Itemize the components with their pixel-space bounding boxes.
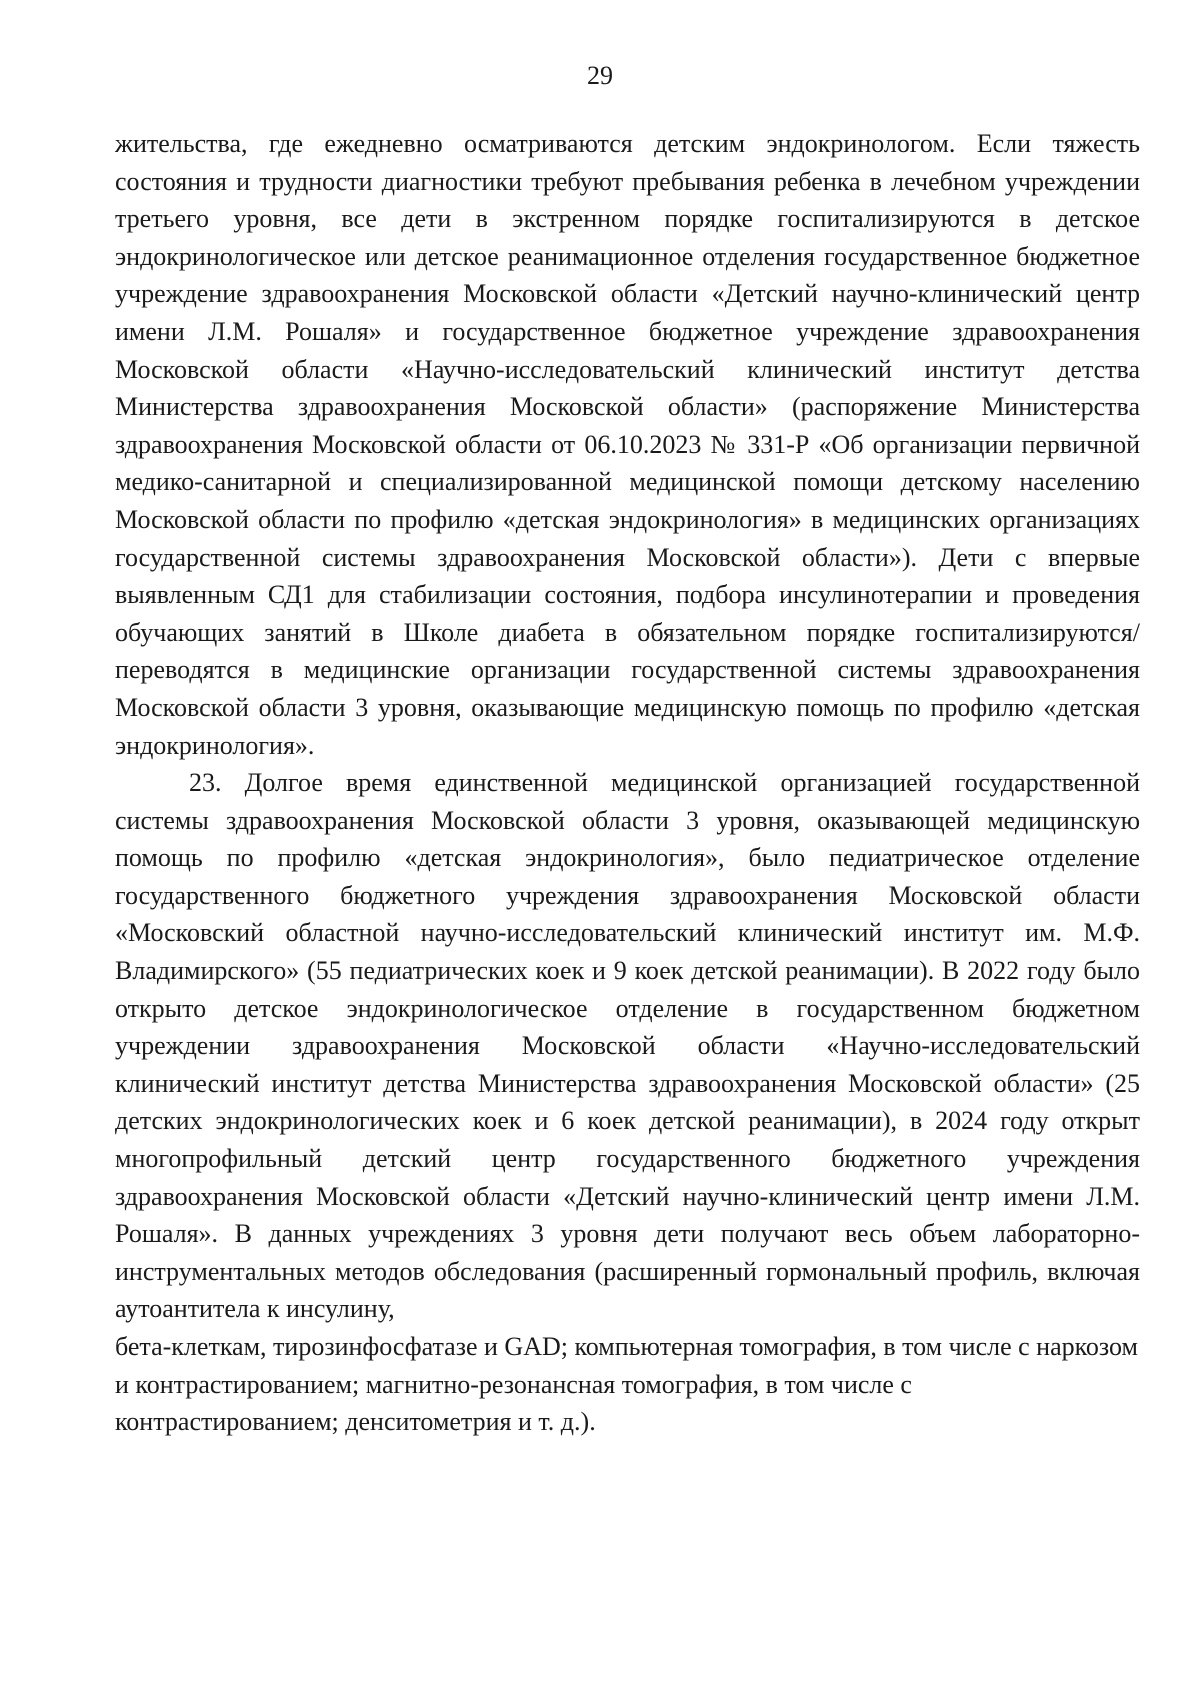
paragraph-23-continuation: бета-клеткам, тирозинфосфатазе и GAD; компьютерная томография, в том числе с наркозом и контрастированием; магнитно-резонансная томография, в том числе с контрастированием; денситометрия и т. д.). (115, 1332, 1139, 1437)
body-text (115, 125, 1140, 1441)
page-number: 29 (587, 61, 613, 90)
paragraph-23: 23. Долгое время единственной медицинской организацией государственной системы здравоохранения Московской области 3 уровня, оказывающей медицинскую помощь по профилю «детская эндокринология», было педиатрическое отделение государственного бюджетного учреждения здравоохранения Московской области «Московский областной научно-исследовательский клинический институт им. М.Ф. Владимирского» (55 педиатрических коек и 9 коек детской реанимации). В 2022 году было открыто детское эндокринологическое отделение в государственном бюджетном учреждении здравоохранения Московской области «Научно-исследовательский клинический институт детства Министерства здравоохранения Московской области» (25 детских эндокринологических коек и 6 коек детской реанимации), в 2024 году открыт многопрофильный детский центр государственного бюджетного учреждения здравоохранения Московской области «Детский научно-клинический центр имени Л.М. Рошаля». В данных учреждениях 3 уровня дети получают весь объем лабораторно-инструментальных методов обследования (расширенный гормональный профиль, включая аутоантитела к инсулину, (115, 768, 1140, 1324)
paragraph-continuation: жительства, где ежедневно осматриваются детским эндокринологом. Если тяжесть состояния и трудности диагностики требуют пребывания ребенка в лечебном учреждении третьего уровня, все дети в экстренном порядке госпитализируются в детское эндокринологическое или детское реанимационное отделения государственное бюджетное учреждение здравоохранения Московской области «Детский научно-клинический центр имени Л.М. Рошаля» и государственное бюджетное учреждение здравоохранения Московской области «Научно-исследовательский клинический институт детства Министерства здравоохранения Московской области» (распоряжение Министерства здравоохранения Московской области от 06.10.2023 № 331-Р «Об организации первичной медико-санитарной и специализированной медицинской помощи детскому населению Московской области по профилю «детская эндокринология» в медицинских организациях государственной системы здравоохранения Московской области»). Дети с впервые выявленным СД1 для стабилизации состояния, подбора инсулинотерапии и проведения обучающих занятий в Школе диабета в обязательном порядке госпитализируются/переводятся в медицинские организации государственной системы здравоохранения Московской области 3 уровня, оказывающие медицинскую помощь по профилю «детская эндокринология». (115, 129, 1140, 760)
